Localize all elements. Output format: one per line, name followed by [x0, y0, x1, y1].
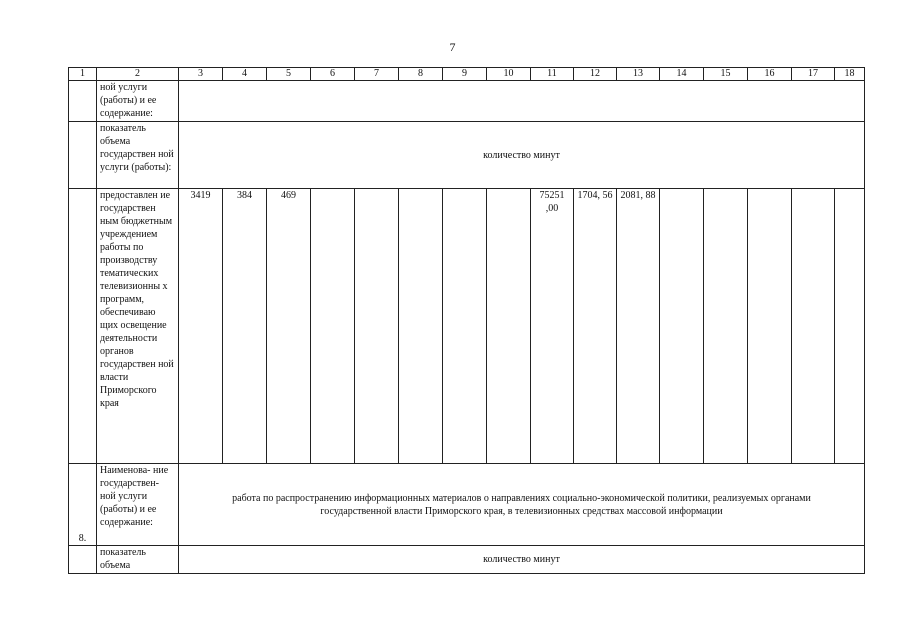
header-cell: 3	[179, 68, 223, 81]
header-cell: 6	[311, 68, 355, 81]
header-cell: 1	[69, 68, 97, 81]
value-cell	[487, 189, 531, 464]
header-row	[69, 68, 865, 81]
header-cell: 10	[487, 68, 531, 81]
value-cell: 1704, 56	[574, 189, 617, 464]
value-cell: 2081, 88	[617, 189, 660, 464]
value-cell	[748, 189, 792, 464]
table-row	[69, 189, 865, 464]
table-row	[69, 81, 865, 122]
value-cell	[399, 189, 443, 464]
row-description: предоставлен ие государствен ным бюджетным учреждением работы по производству тематических телевизионны х программ, обеспечиваю щих освещение деятельности органов государствен ной власти Приморского края	[97, 189, 179, 464]
services-table	[68, 67, 865, 574]
value-cell	[704, 189, 748, 464]
row-index	[69, 546, 97, 574]
row-index: 8.	[69, 464, 97, 546]
value-cell: 384	[223, 189, 267, 464]
row-description: Наименова- ние государствен- ной услуги (работы) и ее содержание:	[97, 464, 179, 546]
value-cell: 3419	[179, 189, 223, 464]
table-row	[69, 122, 865, 189]
header-cell: 13	[617, 68, 660, 81]
header-cell: 17	[792, 68, 835, 81]
header-cell: 11	[531, 68, 574, 81]
header-cell: 9	[443, 68, 487, 81]
value-cell	[355, 189, 399, 464]
header-cell: 7	[355, 68, 399, 81]
value-cell	[835, 189, 865, 464]
row-index	[69, 189, 97, 464]
header-cell: 14	[660, 68, 704, 81]
value-cell	[660, 189, 704, 464]
row-description: показатель объема государствен ной услуги (работы):	[97, 122, 179, 189]
merged-cell: количество минут	[179, 122, 865, 189]
row-index	[69, 122, 97, 189]
merged-cell	[179, 81, 865, 122]
header-cell: 4	[223, 68, 267, 81]
row-index	[69, 81, 97, 122]
value-cell	[792, 189, 835, 464]
merged-cell: работа по распространению информационных материалов о направлениях социально-экономической политики, реализуемых органами государственной власти Приморского края, в телевизионных средствах массовой информации	[179, 464, 865, 546]
row-description: показатель объема	[97, 546, 179, 574]
page-number: 7	[449, 40, 456, 54]
row-description: ной услуги (работы) и ее содержание:	[97, 81, 179, 122]
table-row	[69, 546, 865, 574]
header-cell: 5	[267, 68, 311, 81]
value-cell	[443, 189, 487, 464]
table-row	[69, 464, 865, 546]
header-cell: 18	[835, 68, 865, 81]
value-cell: 75251 ,00	[531, 189, 574, 464]
header-cell: 15	[704, 68, 748, 81]
merged-cell: количество минут	[179, 546, 865, 574]
header-cell: 8	[399, 68, 443, 81]
header-cell: 2	[97, 68, 179, 81]
value-cell	[311, 189, 355, 464]
header-cell: 12	[574, 68, 617, 81]
value-cell: 469	[267, 189, 311, 464]
header-cell: 16	[748, 68, 792, 81]
